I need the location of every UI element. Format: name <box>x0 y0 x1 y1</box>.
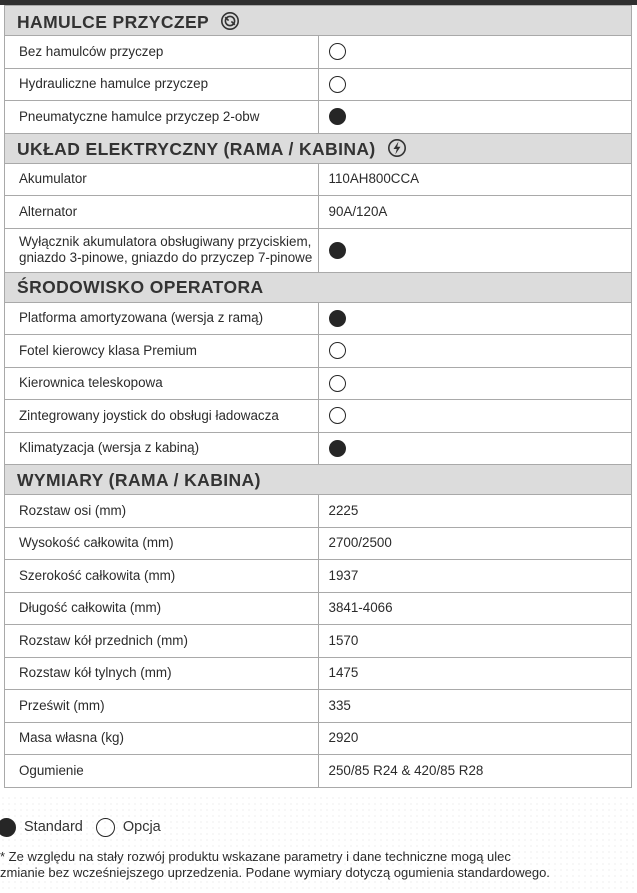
table-row <box>5 592 632 625</box>
row-label: Bez hamulców przyczep <box>5 36 319 69</box>
standard-dot-icon <box>329 440 346 457</box>
legend <box>0 815 174 839</box>
row-value: 250/85 R24 & 420/85 R28 <box>318 755 632 788</box>
optional-dot-icon <box>329 76 346 93</box>
row-label-line-2: gniazdo 3-pinowe, gniazdo do przyczep 7-pinowe <box>19 250 313 265</box>
row-value: 2225 <box>318 495 632 528</box>
row-value: 3841-4066 <box>318 592 632 625</box>
row-label: Fotel kierowcy klasa Premium <box>5 335 319 368</box>
brake-icon <box>220 11 240 31</box>
legend-standard-label: Standard <box>24 819 83 835</box>
table-row <box>5 625 632 658</box>
optional-dot-icon <box>96 818 115 837</box>
section-header-operator <box>5 272 632 302</box>
row-label-line-1: Wyłącznik akumulatora obsługiwany przyciskiem, <box>19 234 312 249</box>
optional-dot-icon <box>329 342 346 359</box>
row-value: 110AH800CCA <box>318 163 632 196</box>
table-row <box>5 432 632 465</box>
table-row <box>5 228 632 272</box>
section-header-brakes <box>5 6 632 36</box>
row-label: Kierownica teleskopowa <box>5 367 319 400</box>
row-label: Pneumatyczne hamulce przyczep 2-obw <box>5 101 319 134</box>
row-label: Hydrauliczne hamulce przyczep <box>5 68 319 101</box>
section-title: WYMIARY (RAMA / KABINA) <box>5 465 632 495</box>
standard-dot-icon <box>329 242 346 259</box>
row-value: 2920 <box>318 722 632 755</box>
table-row <box>5 101 632 134</box>
table-row <box>5 690 632 723</box>
table-row <box>5 722 632 755</box>
table-row <box>5 196 632 229</box>
row-label: Szerokość całkowita (mm) <box>5 560 319 593</box>
row-label: Długość całkowita (mm) <box>5 592 319 625</box>
row-value: 90A/120A <box>318 196 632 229</box>
row-label: Platforma amortyzowana (wersja z ramą) <box>5 302 319 335</box>
row-label: Klimatyzacja (wersja z kabiną) <box>5 432 319 465</box>
legend-optional-label: Opcja <box>122 819 161 835</box>
section-title: UKŁAD ELEKTRYCZNY (RAMA / KABINA) <box>17 139 376 159</box>
table-row <box>5 495 632 528</box>
standard-dot-icon <box>329 310 346 327</box>
table-row <box>5 400 632 433</box>
standard-dot-icon <box>0 818 16 837</box>
table-row <box>5 163 632 196</box>
row-label: Wysokość całkowita (mm) <box>5 527 319 560</box>
row-label: Ogumienie <box>5 755 319 788</box>
section-title: ŚRODOWISKO OPERATORA <box>5 272 632 302</box>
table-row <box>5 560 632 593</box>
footnote-line-1: * Ze względu na stały rozwój produktu wskazane parametry i dane techniczne mogą ulec <box>0 849 511 864</box>
section-header-electrical <box>5 133 632 163</box>
table-row <box>5 367 632 400</box>
row-label: Masa własna (kg) <box>5 722 319 755</box>
row-value: 1475 <box>318 657 632 690</box>
table-row <box>5 657 632 690</box>
row-label: Prześwit (mm) <box>5 690 319 723</box>
table-row <box>5 302 632 335</box>
row-value: 1570 <box>318 625 632 658</box>
lightning-icon <box>387 138 407 158</box>
table-row <box>5 755 632 788</box>
row-label: Alternator <box>5 196 319 229</box>
row-label: Akumulator <box>5 163 319 196</box>
optional-dot-icon <box>329 43 346 60</box>
table-row <box>5 527 632 560</box>
standard-dot-icon <box>329 108 346 125</box>
optional-dot-icon <box>329 407 346 424</box>
row-label: Rozstaw kół tylnych (mm) <box>5 657 319 690</box>
row-value: 2700/2500 <box>318 527 632 560</box>
row-label: Rozstaw osi (mm) <box>5 495 319 528</box>
spec-table <box>4 5 632 788</box>
row-value: 335 <box>318 690 632 723</box>
row-label: Zintegrowany joystick do obsługi ładowacza <box>5 400 319 433</box>
footnote <box>0 849 637 881</box>
footnote-line-2: zmianie bez wcześniejszego uprzedzenia. Podane wymiary dotyczą ogumienia standardowego. <box>0 865 550 880</box>
table-row <box>5 335 632 368</box>
row-label: Rozstaw kół przednich (mm) <box>5 625 319 658</box>
row-value: 1937 <box>318 560 632 593</box>
section-title: HAMULCE PRZYCZEP <box>17 11 209 32</box>
table-row <box>5 36 632 69</box>
optional-dot-icon <box>329 375 346 392</box>
section-header-dimensions <box>5 465 632 495</box>
table-row <box>5 68 632 101</box>
